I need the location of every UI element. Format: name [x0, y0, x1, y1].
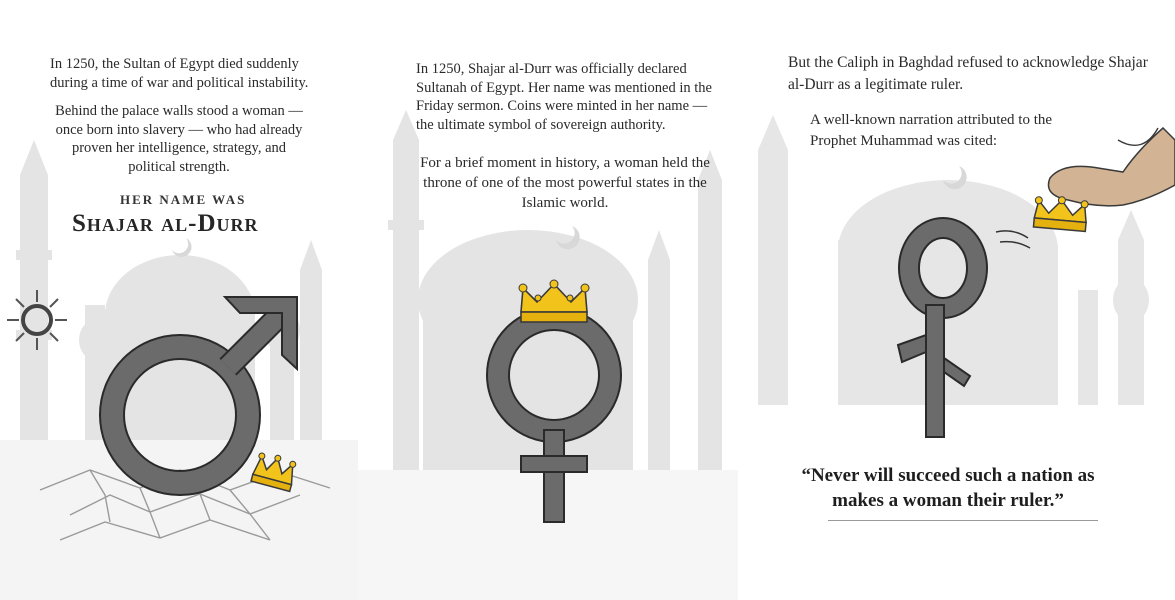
panel-1-body: Behind the palace walls stood a woman — once born into slavery — who had already proven her intelligence, strategy, and political strength.: [55, 103, 303, 175]
panel-1: [0, 0, 358, 600]
quote-divider: [828, 520, 1098, 521]
panel-2-body: For a brief moment in history, a woman held the throne of one of the most powerful states in the Islamic world.: [420, 155, 710, 211]
name-title: Shajar al-Durr: [72, 210, 259, 237]
panel-3: [738, 0, 1175, 600]
panel-3-intro: But the Caliph in Baghdad refused to acknowledge Shajar al-Durr as a legitimate ruler.: [788, 54, 1148, 93]
panel-3-body: A well-known narration attributed to the Prophet Muhammad was cited:: [810, 112, 1053, 149]
panel-2-intro: In 1250, Shajar al-Durr was officially declared Sultanah of Egypt. Her name was mentioned in the Friday sermon. Coins were minted in her name — the ultimate symbol of sovereign authority.: [416, 61, 712, 133]
prophet-quote: “Never will succeed such a nation as makes a woman their ruler.”: [801, 465, 1095, 511]
name-kicker: HER NAME WAS: [120, 192, 247, 207]
panel-2: [358, 0, 738, 600]
panel-1-intro: In 1250, the Sultan of Egypt died suddenly during a time of war and political instability.: [50, 56, 309, 91]
